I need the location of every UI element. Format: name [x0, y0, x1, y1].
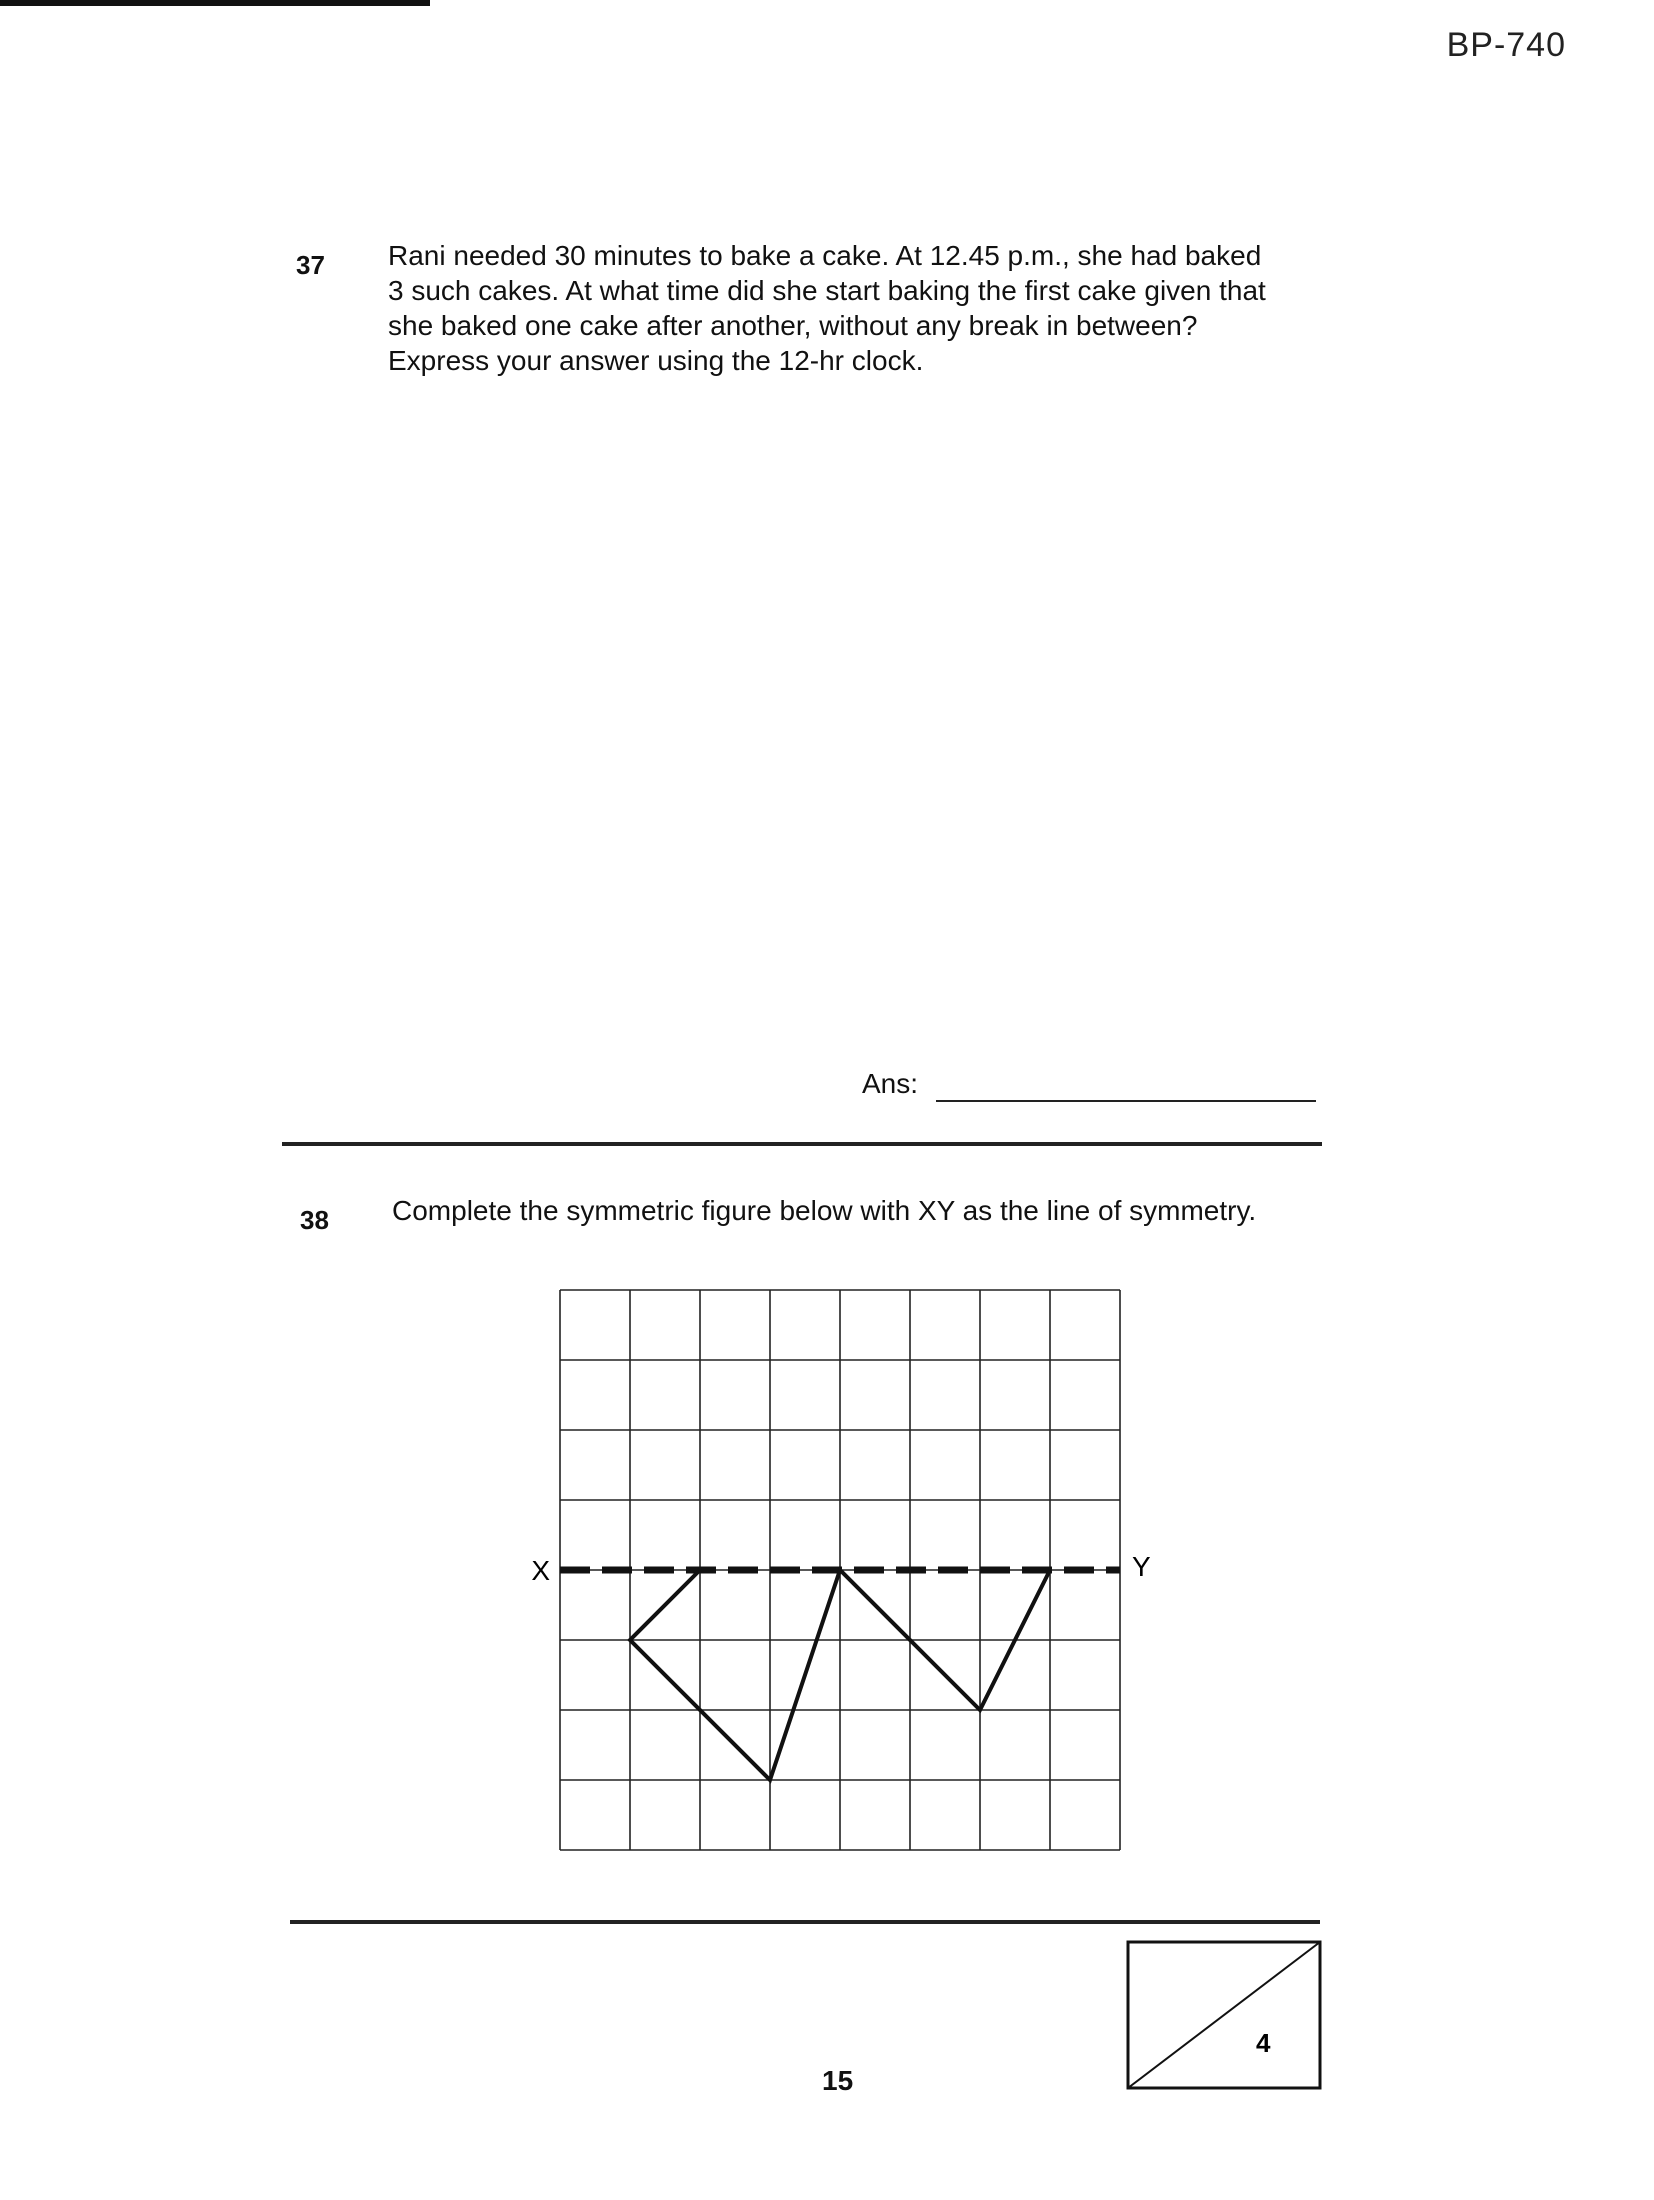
- question-37-number: 37: [296, 250, 325, 280]
- section-divider: [290, 1920, 1320, 1924]
- question-37-line: Rani needed 30 minutes to bake a cake. At 12.45 p.m., she had baked: [388, 240, 1262, 271]
- section-divider: [282, 1142, 1322, 1146]
- paper-code: BP-740: [1446, 26, 1566, 64]
- top-rule: [0, 0, 430, 6]
- question-37-line: 3 such cakes. At what time did she start baking the first cake given that: [388, 275, 1266, 306]
- x-label: X: [531, 1555, 550, 1586]
- marks-box: [1126, 1940, 1322, 2090]
- answer-line[interactable]: [936, 1100, 1316, 1102]
- question-38-number: 38: [300, 1205, 329, 1235]
- symmetry-grid-figure[interactable]: [480, 1260, 1151, 1860]
- question-37-line: Express your answer using the 12-hr clock.: [388, 345, 924, 376]
- question-38-text: Complete the symmetric figure below with XY as the line of symmetry.: [392, 1195, 1257, 1226]
- page-number: 15: [822, 2065, 854, 2096]
- question-37-text: [388, 238, 1323, 378]
- answer-label: Ans:: [862, 1068, 919, 1099]
- marks-value: 4: [1256, 2028, 1271, 2058]
- question-37-line: she baked one cake after another, without any break in between?: [388, 310, 1198, 341]
- y-label: Y: [1132, 1551, 1151, 1582]
